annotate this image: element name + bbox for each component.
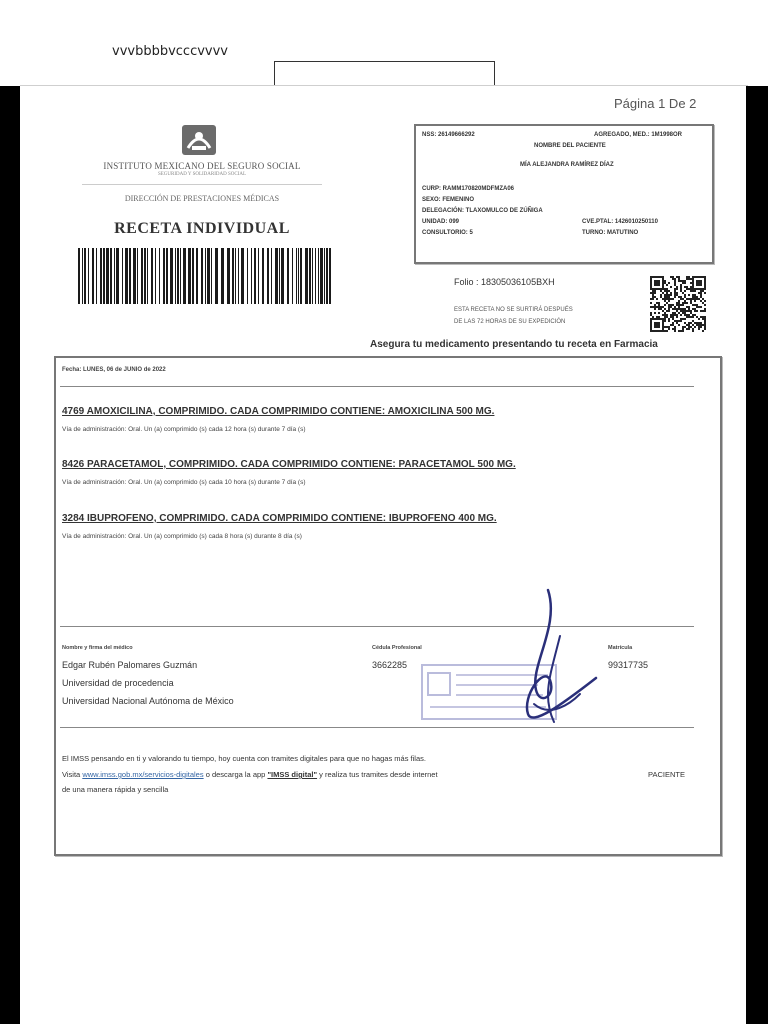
document-title: RECETA INDIVIDUAL — [114, 220, 290, 237]
medication-2-title: 8426 PARACETAMOL, COMPRIMIDO. CADA COMPRIMIDO CONTIENE: PARACETAMOL 500 MG. — [62, 459, 516, 470]
download-text: o descarga la app — [205, 770, 266, 779]
patient-unit: UNIDAD: 099 — [422, 219, 460, 225]
patient-name-label: NOMBRE DEL PACIENTE — [534, 143, 606, 149]
medication-3-route: Vía de administración: Oral. Un (a) comprimido (s) cada 8 hora (s) durante 8 día (s) — [62, 533, 302, 540]
cedula-number: 3662285 — [372, 660, 408, 670]
patient-office: CONSULTORIO: 5 — [422, 230, 473, 236]
patient-cve-ptal: CVE.PTAL: 1426010250110 — [582, 219, 658, 225]
folio-number: Folio : 18305036105BXH — [454, 277, 555, 287]
doctor-name: Edgar Rubén Palomares Guzmán — [62, 660, 198, 670]
expiry-warning-line1: ESTA RECETA NO SE SURTIRÁ DESPUÉS — [454, 307, 573, 313]
prescription-page — [20, 86, 746, 1024]
pharmacy-notice: Asegura tu medicamento presentando tu receta en Farmacia — [370, 339, 658, 350]
matricula-number: 99317735 — [608, 660, 649, 670]
copy-label-paciente: PACIENTE — [648, 770, 685, 779]
medication-2-route: Vía de administración: Oral. Un (a) comprimido (s) cada 10 hora (s) durante 7 día (s) — [62, 479, 306, 486]
patient-delegation: DELEGACIÓN: TLAXOMULCO DE ZÚÑIGA — [422, 208, 543, 214]
institution-subtitle: SEGURIDAD Y SOLIDARIDAD SOCIAL — [157, 172, 247, 177]
matricula-label: Matrícula — [608, 645, 633, 651]
patient-sex: SEXO: FEMENINO — [422, 197, 475, 203]
digital-services-link[interactable]: www.imss.gob.mx/servicios-digitales — [82, 770, 204, 779]
top-note: vvvbbbbvcccvvvv — [112, 44, 228, 59]
left-black-bar — [0, 86, 20, 1024]
doctor-name-label: Nombre y firma del médico — [62, 645, 133, 651]
cedula-label: Cédula Profesional — [372, 645, 422, 651]
page-number: Página 1 De 2 — [614, 96, 697, 111]
patient-agregado: AGREGADO, MED.: 1M1998OR — [594, 132, 683, 138]
footer-divider — [60, 727, 694, 728]
patient-info-box — [414, 124, 714, 264]
medication-3-title: 3284 IBUPROFENO, COMPRIMIDO. CADA COMPRIMIDO CONTIENE: IBUPROFENO 400 MG. — [62, 513, 497, 524]
patient-curp: CURP: RAMM170820MDFMZA06 — [422, 186, 515, 192]
date-divider — [60, 386, 694, 387]
patient-shift: TURNO: MATUTINO — [582, 230, 639, 236]
internet-text: y realiza tus tramites desde internet — [319, 770, 438, 779]
university-label: Universidad de procedencia — [62, 678, 174, 688]
medication-1-route: Vía de administración: Oral. Un (a) comprimido (s) cada 12 hora (s) durante 7 día (s) — [62, 426, 306, 433]
digital-services-line1: El IMSS pensando en ti y valorando tu tiempo, hoy cuenta con tramites digitales para que no hagas más filas. — [62, 754, 426, 763]
expiry-warning-line2: DE LAS 72 HORAS DE SU EXPEDICIÓN — [454, 319, 566, 325]
barcode-image — [76, 248, 336, 304]
top-box-outline — [274, 61, 495, 86]
patient-name: MÍA ALEJANDRA RAMÍREZ DÍAZ — [520, 162, 614, 168]
direction-label: DIRECCIÓN DE PRESTACIONES MÉDICAS — [124, 194, 280, 203]
digital-services-line2 — [62, 770, 438, 779]
prescription-date: Fecha: LUNES, 06 de JUNIO de 2022 — [62, 367, 166, 373]
imss-digital-app-link[interactable]: "IMSS digital" — [267, 770, 318, 779]
visita-text: Visita — [62, 770, 81, 779]
qr-code-image — [650, 276, 706, 332]
medication-1-title: 4769 AMOXICILINA, COMPRIMIDO. CADA COMPRIMIDO CONTIENE: AMOXICILINA 500 MG. — [62, 406, 495, 417]
institution-name: INSTITUTO MEXICANO DEL SEGURO SOCIAL — [103, 161, 301, 171]
digital-services-line3: de una manera rápida y sencilla — [62, 785, 169, 794]
doctor-university: Universidad Nacional Autónoma de México — [62, 696, 234, 706]
institution-divider — [82, 184, 322, 185]
imss-logo-icon — [180, 124, 218, 156]
patient-nss: NSS: 26149666292 — [422, 132, 475, 138]
doctor-signature-image — [410, 586, 610, 736]
right-black-bar — [746, 86, 768, 1024]
